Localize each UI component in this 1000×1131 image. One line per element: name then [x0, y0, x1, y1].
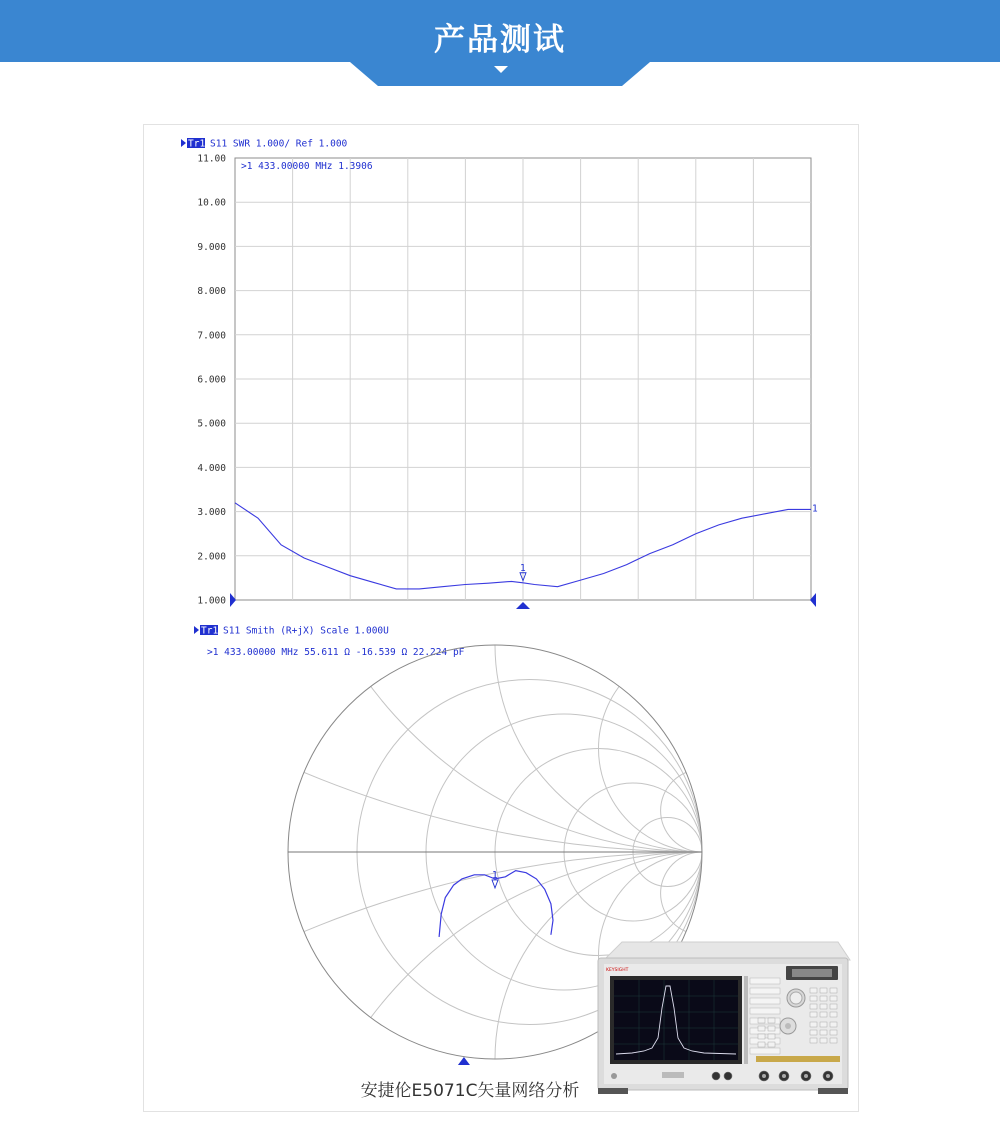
swr-ytick-label: 1.000	[197, 595, 226, 607]
marker-triangle-icon	[492, 880, 498, 888]
smith-title: S11 Smith (R+jX) Scale 1.000U	[223, 625, 389, 637]
chevron-down-icon	[494, 66, 508, 73]
swr-ytick-label: 8.000	[197, 286, 226, 298]
swr-title: S11 SWR 1.000/ Ref 1.000	[210, 138, 348, 150]
swr-ytick-label: 4.000	[197, 462, 226, 474]
smith-reactance-arc	[599, 645, 731, 852]
swr-ytick-labels	[197, 154, 226, 607]
trace-tag-arrow-icon	[181, 139, 186, 147]
swr-ytick-label: 11.00	[197, 153, 226, 165]
smith-trace-tag: Tr1	[201, 625, 219, 637]
stimulus-marker-triangle-icon	[458, 1057, 470, 1065]
swr-end-marker-label: 1	[812, 503, 818, 515]
swr-trace-tag: Tr1	[188, 138, 206, 150]
swr-ytick-label: 5.000	[197, 418, 226, 430]
page-title: 产品测试	[434, 22, 566, 58]
swr-ytick-label: 3.000	[197, 507, 226, 519]
network-analyzer-photo	[592, 938, 854, 1098]
trace-tag-arrow-icon	[194, 626, 199, 634]
swr-ytick-label: 6.000	[197, 374, 226, 386]
photo-caption: 安捷伦E5071C矢量网络分析	[360, 1081, 580, 1101]
swr-ytick-label: 7.000	[197, 330, 226, 342]
swr-ytick-label: 2.000	[197, 551, 226, 563]
swr-marker-readout: >1 433.00000 MHz 1.3906	[241, 161, 373, 172]
swr-chart	[170, 130, 840, 616]
smith-marker-1	[492, 870, 498, 888]
stimulus-marker-triangle-icon	[516, 602, 530, 609]
smith-reactance-arc	[495, 618, 730, 852]
swr-ytick-label: 10.00	[197, 197, 226, 209]
smith-marker-readout: >1 433.00000 MHz 55.611 Ω -16.539 Ω 22.224 pF	[207, 647, 465, 658]
smith-marker-label: 1	[492, 869, 498, 881]
swr-grid	[235, 158, 811, 600]
brand-logo-text: KEYSIGHT	[606, 968, 629, 973]
swr-ytick-label: 9.000	[197, 241, 226, 253]
swr-marker-label: 1	[520, 562, 526, 574]
